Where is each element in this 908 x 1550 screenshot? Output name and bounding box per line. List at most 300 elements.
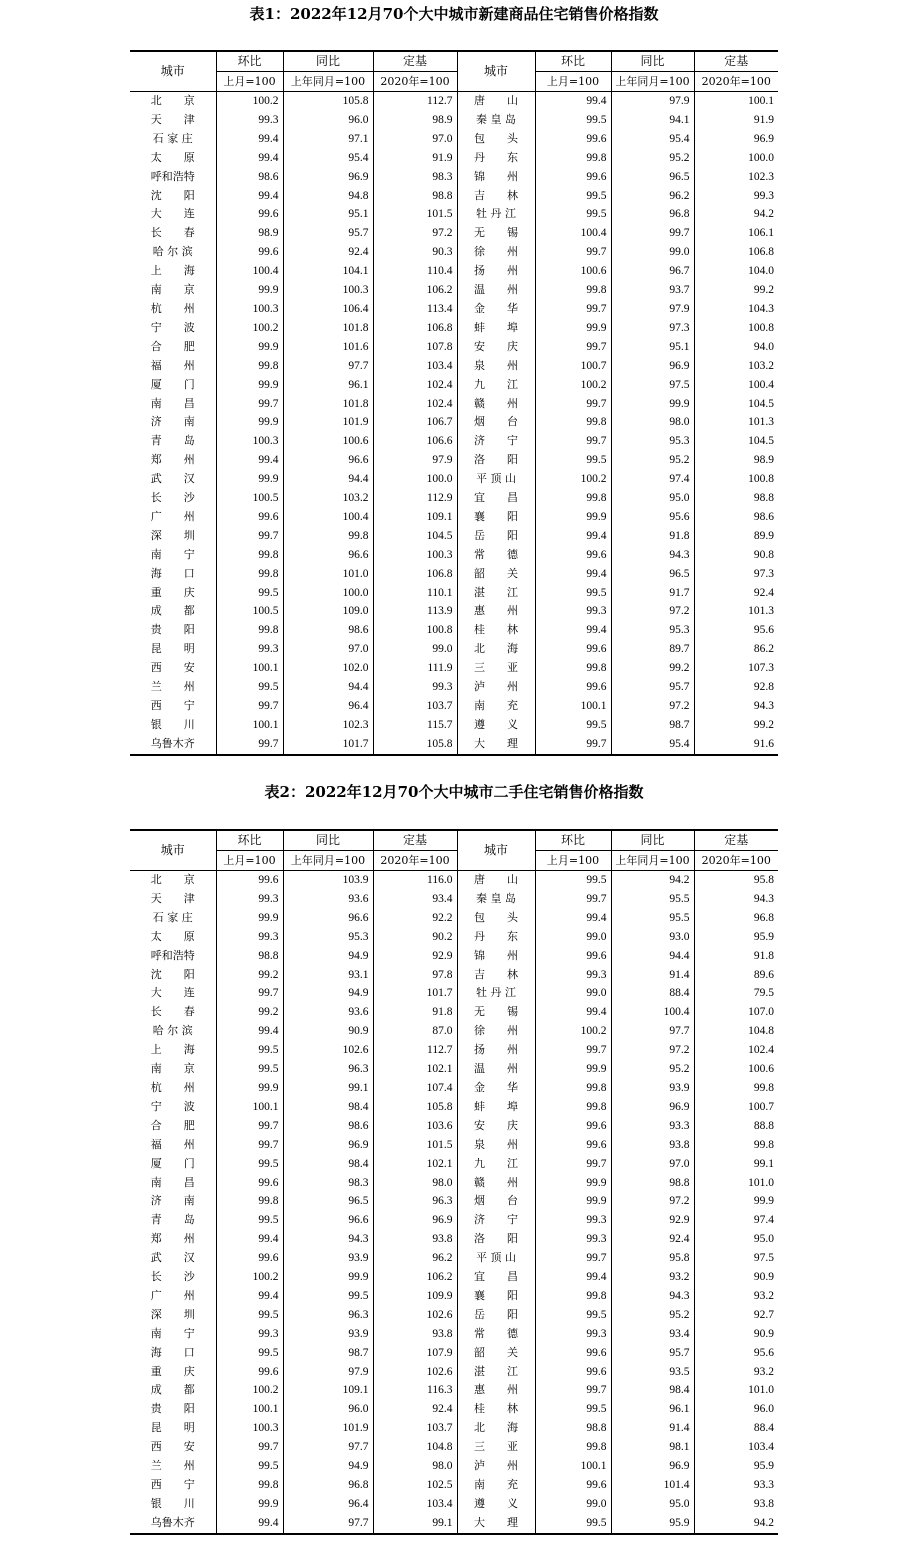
mom-value: 98.6	[216, 168, 283, 187]
table-row	[130, 168, 778, 187]
table-row	[130, 300, 778, 319]
yoy-value: 101.4	[611, 1476, 694, 1495]
city-name: 宁 波	[150, 1099, 195, 1113]
fixed-value: 97.0	[373, 130, 457, 149]
fixed-value: 98.6	[694, 508, 778, 527]
fixed-value: 90.9	[694, 1268, 778, 1287]
mom-value: 99.5	[216, 1211, 283, 1230]
yoy-value: 106.4	[283, 300, 373, 319]
mom-value: 100.2	[535, 470, 611, 489]
mom-value: 99.6	[535, 1344, 611, 1363]
fixed-value: 102.6	[373, 1306, 457, 1325]
header-yoy-base: 上年同月=100	[283, 72, 373, 92]
city-name: 重 庆	[150, 585, 195, 599]
fixed-value: 113.4	[373, 300, 457, 319]
header-fixed: 定基	[373, 830, 457, 851]
mom-value: 99.6	[216, 1363, 283, 1382]
mom-value: 99.9	[216, 1495, 283, 1514]
fixed-value: 107.8	[373, 338, 457, 357]
city-name: 大 连	[150, 986, 195, 1000]
fixed-value: 89.9	[694, 527, 778, 546]
mom-value: 99.8	[535, 1287, 611, 1306]
fixed-value: 100.8	[694, 319, 778, 338]
yoy-value: 98.8	[611, 1174, 694, 1193]
fixed-value: 103.4	[373, 1495, 457, 1514]
city-name: 长 春	[150, 1005, 195, 1019]
fixed-value: 101.5	[373, 205, 457, 224]
fixed-value: 97.5	[694, 1249, 778, 1268]
city-name: 青 岛	[150, 434, 195, 448]
mom-value: 99.4	[535, 909, 611, 928]
mom-value: 99.5	[216, 1306, 283, 1325]
header-yoy: 同比	[611, 51, 694, 72]
mom-value: 99.5	[535, 584, 611, 603]
mom-value: 99.8	[216, 1192, 283, 1211]
city-name: 海 口	[150, 1345, 195, 1359]
fixed-value: 87.0	[373, 1022, 457, 1041]
fixed-value: 100.8	[373, 621, 457, 640]
city-name: 郑 州	[150, 453, 195, 467]
fixed-value: 89.6	[694, 966, 778, 985]
yoy-value: 95.0	[611, 489, 694, 508]
city-name: 呼和浩特	[150, 948, 195, 962]
yoy-value: 97.4	[611, 470, 694, 489]
fixed-value: 103.7	[373, 697, 457, 716]
mom-value: 99.4	[535, 92, 611, 111]
yoy-value: 94.3	[611, 1287, 694, 1306]
city-name: 锦 州	[457, 947, 535, 966]
mom-value: 99.7	[216, 735, 283, 755]
fixed-value: 101.3	[694, 602, 778, 621]
city-name: 兰 州	[150, 680, 195, 694]
fixed-value: 92.8	[694, 678, 778, 697]
city-name: 上 海	[150, 264, 195, 278]
yoy-value: 95.1	[611, 338, 694, 357]
fixed-value: 91.9	[373, 149, 457, 168]
yoy-value: 100.4	[611, 1003, 694, 1022]
yoy-value: 95.8	[611, 1249, 694, 1268]
mom-value: 99.4	[535, 565, 611, 584]
yoy-value: 95.7	[611, 1344, 694, 1363]
yoy-value: 95.5	[611, 890, 694, 909]
mom-value: 99.7	[535, 1381, 611, 1400]
mom-value: 99.5	[216, 1060, 283, 1079]
table-row	[130, 1381, 778, 1400]
city-name: 济 南	[150, 415, 195, 429]
table-row	[130, 1136, 778, 1155]
table-row	[130, 890, 778, 909]
mom-value: 100.1	[216, 1400, 283, 1419]
fixed-value: 94.2	[694, 205, 778, 224]
table-row	[130, 1514, 778, 1534]
mom-value: 100.2	[535, 376, 611, 395]
yoy-value: 96.2	[611, 187, 694, 206]
table-row	[130, 1457, 778, 1476]
fixed-value: 94.3	[694, 697, 778, 716]
yoy-value: 97.2	[611, 697, 694, 716]
mom-value: 99.4	[216, 451, 283, 470]
yoy-value: 98.3	[283, 1174, 373, 1193]
mom-value: 99.4	[216, 149, 283, 168]
table-row	[130, 470, 778, 489]
fixed-value: 97.8	[373, 966, 457, 985]
yoy-value: 99.9	[611, 395, 694, 414]
table-row	[130, 984, 778, 1003]
mom-value: 99.6	[535, 1476, 611, 1495]
yoy-value: 95.9	[611, 1514, 694, 1534]
fixed-value: 96.8	[694, 909, 778, 928]
table-row	[130, 1022, 778, 1041]
yoy-value: 93.0	[611, 928, 694, 947]
city-name: 桂 林	[457, 621, 535, 640]
mom-value: 100.2	[216, 319, 283, 338]
city-name: 金 华	[457, 1079, 535, 1098]
header-fixed-base: 2020年=100	[694, 851, 778, 871]
header-yoy-base: 上年同月=100	[611, 851, 694, 871]
mom-value: 99.3	[216, 111, 283, 130]
fixed-value: 112.7	[373, 92, 457, 111]
fixed-value: 103.7	[373, 1419, 457, 1438]
yoy-value: 101.9	[283, 1419, 373, 1438]
yoy-value: 97.2	[611, 602, 694, 621]
city-name: 深 圳	[150, 528, 195, 542]
yoy-value: 95.4	[283, 149, 373, 168]
city-name: 厦 门	[150, 377, 195, 391]
city-name: 温 州	[457, 1060, 535, 1079]
table-row	[130, 584, 778, 603]
table-row	[130, 947, 778, 966]
fixed-value: 113.9	[373, 602, 457, 621]
mom-value: 99.8	[535, 149, 611, 168]
header-city: 城市	[457, 51, 535, 92]
table-row	[130, 187, 778, 206]
city-name: 平 顶 山	[457, 470, 535, 489]
yoy-value: 94.2	[611, 871, 694, 890]
fixed-value: 105.8	[373, 1098, 457, 1117]
table-row	[130, 565, 778, 584]
fixed-value: 93.2	[694, 1363, 778, 1382]
yoy-value: 96.8	[611, 205, 694, 224]
yoy-value: 101.8	[283, 395, 373, 414]
table-row	[130, 451, 778, 470]
fixed-value: 107.9	[373, 1344, 457, 1363]
table-row	[130, 111, 778, 130]
mom-value: 99.4	[216, 1230, 283, 1249]
mom-value: 100.4	[535, 224, 611, 243]
city-name: 大 连	[150, 207, 195, 221]
table-row	[130, 1287, 778, 1306]
mom-value: 99.9	[535, 1192, 611, 1211]
yoy-value: 100.4	[283, 508, 373, 527]
city-name: 泉 州	[457, 1136, 535, 1155]
yoy-value: 95.6	[611, 508, 694, 527]
city-name: 济 宁	[457, 432, 535, 451]
table-row	[130, 262, 778, 281]
fixed-value: 103.2	[694, 357, 778, 376]
header-mom-base: 上月=100	[535, 851, 611, 871]
yoy-value: 91.8	[611, 527, 694, 546]
table-row	[130, 621, 778, 640]
yoy-value: 98.1	[611, 1438, 694, 1457]
table-row	[130, 1192, 778, 1211]
fixed-value: 103.4	[373, 357, 457, 376]
yoy-value: 97.7	[283, 357, 373, 376]
fixed-value: 98.3	[373, 168, 457, 187]
city-name: 合 肥	[150, 1118, 195, 1132]
fixed-value: 95.9	[694, 1457, 778, 1476]
mom-value: 99.0	[535, 984, 611, 1003]
table-row	[130, 395, 778, 414]
new-housing-price-index-table	[130, 50, 778, 756]
city-name: 泉 州	[457, 357, 535, 376]
table-row	[130, 546, 778, 565]
yoy-value: 93.1	[283, 966, 373, 985]
table-row	[130, 1174, 778, 1193]
header-fixed: 定基	[694, 830, 778, 851]
header-yoy: 同比	[283, 51, 373, 72]
yoy-value: 91.4	[611, 1419, 694, 1438]
fixed-value: 102.4	[373, 395, 457, 414]
table-row	[130, 716, 778, 735]
mom-value: 99.4	[216, 1022, 283, 1041]
yoy-value: 94.4	[283, 470, 373, 489]
table-row	[130, 224, 778, 243]
city-name: 襄 阳	[457, 508, 535, 527]
yoy-value: 95.1	[283, 205, 373, 224]
city-name: 扬 州	[457, 1041, 535, 1060]
mom-value: 99.7	[535, 243, 611, 262]
yoy-value: 96.8	[283, 1476, 373, 1495]
city-name: 兰 州	[150, 1459, 195, 1473]
city-name: 石 家 庄	[152, 910, 193, 924]
mom-value: 99.6	[535, 1117, 611, 1136]
city-name: 徐 州	[457, 243, 535, 262]
mom-value: 99.3	[216, 640, 283, 659]
yoy-value: 93.7	[611, 281, 694, 300]
table-row	[130, 149, 778, 168]
city-name: 南 宁	[150, 547, 195, 561]
city-name: 襄 阳	[457, 1287, 535, 1306]
table-row	[130, 376, 778, 395]
mom-value: 99.6	[535, 640, 611, 659]
yoy-value: 96.9	[611, 1457, 694, 1476]
table-row	[130, 659, 778, 678]
fixed-value: 96.9	[694, 130, 778, 149]
yoy-value: 97.9	[611, 92, 694, 111]
header-yoy: 同比	[283, 830, 373, 851]
header-mom-base: 上月=100	[535, 72, 611, 92]
header-fixed: 定基	[694, 51, 778, 72]
city-name: 南 昌	[150, 396, 195, 410]
city-name: 南 充	[457, 697, 535, 716]
yoy-value: 97.1	[283, 130, 373, 149]
mom-value: 99.7	[216, 1136, 283, 1155]
fixed-value: 99.8	[694, 1136, 778, 1155]
table-row	[130, 357, 778, 376]
table-row	[130, 966, 778, 985]
mom-value: 99.6	[535, 168, 611, 187]
yoy-value: 96.5	[611, 565, 694, 584]
city-name: 蚌 埠	[457, 319, 535, 338]
mom-value: 99.6	[216, 1249, 283, 1268]
mom-value: 99.4	[535, 621, 611, 640]
yoy-value: 99.5	[283, 1287, 373, 1306]
city-name: 广 州	[150, 1288, 195, 1302]
fixed-value: 88.8	[694, 1117, 778, 1136]
city-name: 吉 林	[457, 966, 535, 985]
mom-value: 99.6	[535, 546, 611, 565]
city-name: 天 津	[150, 112, 195, 126]
city-name: 乌鲁木齐	[130, 735, 216, 755]
fixed-value: 101.7	[373, 984, 457, 1003]
yoy-value: 95.3	[283, 928, 373, 947]
yoy-value: 94.3	[283, 1230, 373, 1249]
yoy-value: 91.7	[611, 584, 694, 603]
mom-value: 99.7	[535, 300, 611, 319]
city-name: 岳 阳	[457, 1306, 535, 1325]
city-name: 太 原	[150, 929, 195, 943]
city-name: 唐 山	[457, 871, 535, 890]
fixed-value: 99.9	[694, 1192, 778, 1211]
city-name: 秦 皇 岛	[457, 111, 535, 130]
mom-value: 99.4	[216, 187, 283, 206]
yoy-value: 93.6	[283, 890, 373, 909]
fixed-value: 99.1	[694, 1155, 778, 1174]
city-name: 大 理	[457, 735, 535, 755]
mom-value: 99.4	[535, 1003, 611, 1022]
city-name: 吉 林	[457, 187, 535, 206]
table-row	[130, 432, 778, 451]
yoy-value: 94.4	[611, 947, 694, 966]
mom-value: 99.7	[535, 735, 611, 755]
fixed-value: 96.9	[373, 1211, 457, 1230]
city-name: 牡 丹 江	[457, 205, 535, 224]
yoy-value: 98.7	[283, 1344, 373, 1363]
yoy-value: 95.3	[611, 621, 694, 640]
city-name: 蚌 埠	[457, 1098, 535, 1117]
yoy-value: 94.9	[283, 947, 373, 966]
mom-value: 99.5	[216, 1457, 283, 1476]
yoy-value: 97.9	[283, 1363, 373, 1382]
fixed-value: 101.0	[694, 1381, 778, 1400]
fixed-value: 100.6	[694, 1060, 778, 1079]
fixed-value: 102.3	[694, 168, 778, 187]
mom-value: 99.7	[535, 1249, 611, 1268]
city-name: 深 圳	[150, 1307, 195, 1321]
yoy-value: 95.2	[611, 149, 694, 168]
yoy-value: 98.0	[611, 413, 694, 432]
yoy-value: 93.4	[611, 1325, 694, 1344]
mom-value: 99.5	[216, 584, 283, 603]
yoy-value: 90.9	[283, 1022, 373, 1041]
city-name: 徐 州	[457, 1022, 535, 1041]
mom-value: 99.6	[535, 130, 611, 149]
mom-value: 99.9	[535, 1060, 611, 1079]
table-row	[130, 319, 778, 338]
yoy-value: 93.9	[283, 1325, 373, 1344]
fixed-value: 93.4	[373, 890, 457, 909]
fixed-value: 93.8	[373, 1325, 457, 1344]
yoy-value: 93.2	[611, 1268, 694, 1287]
mom-value: 99.8	[216, 546, 283, 565]
mom-value: 99.4	[535, 1268, 611, 1287]
fixed-value: 115.7	[373, 716, 457, 735]
yoy-value: 96.9	[283, 168, 373, 187]
fixed-value: 103.6	[373, 1117, 457, 1136]
yoy-value: 91.4	[611, 966, 694, 985]
fixed-value: 105.8	[373, 735, 457, 755]
yoy-value: 96.6	[283, 909, 373, 928]
mom-value: 100.2	[216, 1268, 283, 1287]
mom-value: 99.3	[535, 1230, 611, 1249]
city-name: 唐 山	[457, 92, 535, 111]
table-row	[130, 205, 778, 224]
table-row	[130, 1249, 778, 1268]
mom-value: 99.0	[535, 928, 611, 947]
fixed-value: 106.8	[373, 319, 457, 338]
mom-value: 99.8	[535, 1438, 611, 1457]
city-name: 九 江	[457, 376, 535, 395]
yoy-value: 97.0	[283, 640, 373, 659]
fixed-value: 92.4	[694, 584, 778, 603]
fixed-value: 102.4	[373, 376, 457, 395]
fixed-value: 106.1	[694, 224, 778, 243]
mom-value: 99.5	[216, 1344, 283, 1363]
mom-value: 99.9	[216, 338, 283, 357]
city-name: 无 锡	[457, 1003, 535, 1022]
mom-value: 99.6	[216, 508, 283, 527]
mom-value: 99.7	[216, 395, 283, 414]
header-mom: 环比	[535, 830, 611, 851]
city-name: 宜 昌	[457, 489, 535, 508]
header-fixed-base: 2020年=100	[373, 851, 457, 871]
header-mom-base: 上月=100	[216, 72, 283, 92]
mom-value: 99.5	[535, 1400, 611, 1419]
yoy-value: 93.5	[611, 1363, 694, 1382]
yoy-value: 103.9	[283, 871, 373, 890]
fixed-value: 112.9	[373, 489, 457, 508]
mom-value: 99.9	[535, 1174, 611, 1193]
mom-value: 98.9	[216, 224, 283, 243]
mom-value: 99.6	[535, 1136, 611, 1155]
fixed-value: 102.5	[373, 1476, 457, 1495]
yoy-value: 92.4	[283, 243, 373, 262]
yoy-value: 96.6	[283, 451, 373, 470]
city-name: 赣 州	[457, 395, 535, 414]
yoy-value: 96.4	[283, 1495, 373, 1514]
table-row	[130, 130, 778, 149]
mom-value: 99.3	[535, 966, 611, 985]
mom-value: 99.3	[216, 890, 283, 909]
table-row	[130, 527, 778, 546]
city-name: 扬 州	[457, 262, 535, 281]
mom-value: 99.8	[216, 621, 283, 640]
table-row	[130, 1211, 778, 1230]
mom-value: 99.7	[216, 1117, 283, 1136]
fixed-value: 93.3	[694, 1476, 778, 1495]
fixed-value: 92.7	[694, 1306, 778, 1325]
city-name: 锦 州	[457, 168, 535, 187]
city-name: 贵 阳	[150, 623, 195, 637]
mom-value: 99.4	[535, 527, 611, 546]
fixed-value: 106.8	[373, 565, 457, 584]
yoy-value: 92.9	[611, 1211, 694, 1230]
city-name: 厦 门	[150, 1156, 195, 1170]
table-row	[130, 243, 778, 262]
city-name: 合 肥	[150, 339, 195, 353]
fixed-value: 98.9	[694, 451, 778, 470]
fixed-value: 90.9	[694, 1325, 778, 1344]
